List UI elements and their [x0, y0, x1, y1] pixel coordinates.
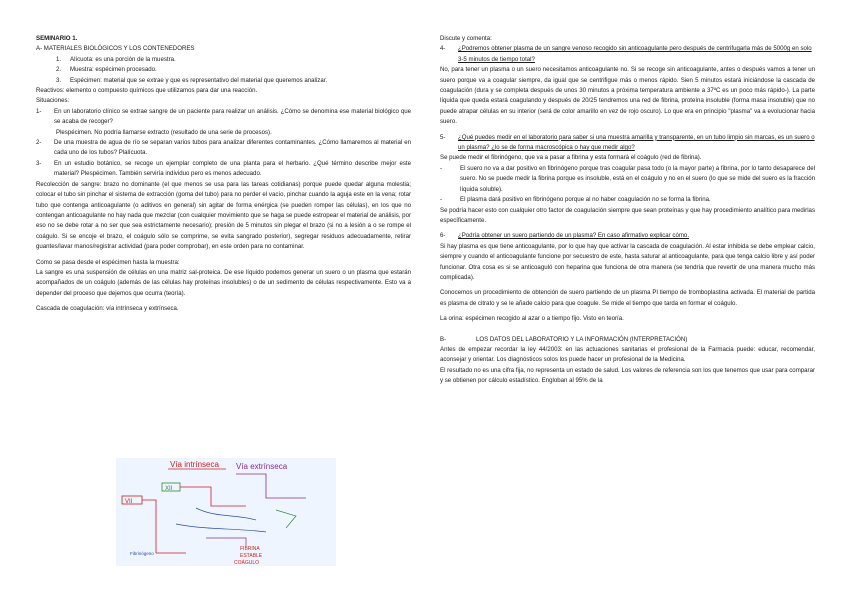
answer-5-item: - El plasma dará positivo en fibrinógeno porque al no haber coagulación no se forma la fibrina. [440, 196, 711, 204]
coagulation-cascade-figure [116, 458, 336, 566]
ley-paragraph: Antes de empezar recordar la ley 44/2003: en las actuaciones sanitarias el profesional de la Farmacia puede: educar, recomendar, aconsejar y orientar. Los diagnósticos solos los puede hacer un profesional de la Medicina. [440, 345, 815, 364]
cascada-caption: Cascada de coagulación: vía intrínseca y extrínseca. [36, 305, 179, 313]
definition-item: 1. Alícuota: es una porción de la muestra. [56, 55, 176, 63]
left-column [36, 0, 411, 315]
fibrinogeno-label: Fibrinógeno [130, 551, 154, 556]
answer-5-item: - El suero no va a dar positivo en fibrinógeno porque tras coagular pasa todo (o la mayor parte) a fibrina, por lo tanto desaparece del suero. No se puede medir la fibrina porque es insoluble, está en el coágulo y no en el suero (lo que se mide del suero es la fracción líquida soluble). [440, 164, 816, 193]
answer-5-extra: Se podría hacer esto con cualquier otro factor de coagulación siempre que sean proteínas y que hay procedimiento analítico para medirlas específicamente. [440, 206, 815, 224]
section-a-heading: A- MATERIALES BIOLÓGICOS Y LOS CONTENEDORES [36, 45, 195, 53]
coagulo-label: COÁGULO [234, 560, 260, 566]
estable-label: ESTABLE [240, 553, 263, 559]
via-extrinseca-label: Vía extrínseca [236, 462, 288, 471]
definition-item: 3. Espécimen: material que se extrae y que es representativo del material que queremos analizar. [56, 76, 328, 84]
fibrina-label: FIBRINA [240, 546, 260, 552]
answer-5-intro: Se puede medir el fibrinógeno, que va a pasar a fibrina y esta formará el coágulo (red de fibrina). [440, 154, 702, 162]
cascade-path [180, 487, 246, 506]
via-intrinseca-label: Vía intrínseca [170, 460, 219, 469]
cascade-diagram [116, 458, 336, 566]
cascade-path [142, 500, 186, 553]
answer-6: Si hay plasma es que tiene anticoagulante, por lo que hay que activar la cascada de coagulación. Al estar inhibida se debe emplear calcio, siempre y cuando el anticoagulante funcione por secuestro de este, hasta saturar al anticoagulante, para que tenga calcio libre y así poder funcionar. Otra cosa es si se anticoaguló con heparina que funciona de otra manera (se tendría que revertir de una manera mucho más complicada). [440, 242, 815, 281]
question-4: 4- ¿Podremos obtener plasma de un sangre venoso recogido sin anticoagulante pero después de centrifugarla más de 5000g en solo 3-5 minutos de tiempo total? [440, 45, 812, 63]
question-6: 6- ¿Podría obtener un suero partiendo de un plasma? En caso afirmativo explicar cómo. [440, 232, 690, 240]
situation-answer: Plespécimen. No podría llamarse extracto (resultado de una serie de procesos). [56, 128, 272, 136]
cascade-path [276, 510, 296, 528]
discute-heading: Discute y comenta: [440, 35, 492, 42]
cascade-path [196, 508, 256, 520]
cascade-path [236, 474, 306, 498]
orina-paragraph: La orina: espécimen recogido al azar o a tiempo fijo. Visto en teoría. [440, 315, 624, 323]
situation-item: 2- De una muestra de agua de río se separan varios tubos para analizar diferentes contaminantes. ¿Cómo llamaremos al material en cada uno de los tubos? Plalícuota. [36, 139, 411, 157]
seminar-title: SEMINARIO 1. [36, 35, 78, 42]
factor-xii-label: XII [165, 486, 173, 492]
sangre-paragraph: La sangre es una suspensión de células en una matriz sal-proteica. De ese líquido podemos generar un suero o un plasma que estarán acompañados de un coágulo (además de las células hay proteínas insolubles) o de un sedimento de células respectivamente. Esto va a depender del proceso que dejemos que ocurra (teoría). [36, 268, 411, 297]
right-column [440, 0, 815, 387]
factor-vii-label: VII [125, 499, 133, 505]
cascade-path [176, 524, 266, 532]
situation-item: 3- En un estudio botánico, se recoge un ejemplar completo de una planta para el herbario. ¿Qué término describe mejor este material? Plespécimen. También serviría individuo pero es menos adecuado. [36, 159, 411, 178]
cascade-path [206, 538, 246, 546]
conocemos-paragraph: Conocemos un procedimiento de obtención de suero partiendo de un plasma Pl tiempo de tromboplastina activada. El material de partida es plasma de citrato y se le añade calcio para que coagule. Se mide el tiempo que tarda en formar el coágulo. [440, 289, 815, 307]
resultado-paragraph: El resultado no es una cifra fija, no representa un estado de salud. Los valores de referencia son los que tenemos que usar para comparar y se obtienen por cálculo estadístico. Engloban al 95% de la [440, 366, 815, 385]
answer-4: No, para tener un plasma o un suero necesitamos anticoagulante no. Si se recoge sin anticoagulante, antes o después vamos a tener un suero porque va a coagular siempre, da igual que se centrifigue más o menos rápido. Sien 5 minutos estará iniciándose la cascada de coagulación (dura y se completa después de unos 30 minutos a próxima temperatura ambiente a 37ºC es un poco más rápido-). La parte líquida que queda estará coagulando y después de 20/25 tendremos una red de fibrina, proteína insoluble (forma masa insoluble) que no puede atrapar células en su interior (será de color amarillo en vez de rojo oscuro). Lo que era en principio "plasma" va a evolucionar hacia suero. [440, 66, 815, 126]
question-5: 5- ¿Qué puedes medir en el laboratorio para saber si una muestra amarilla y transparente, en un tubo limpio sin marcas, es un suero o un plasma? ¿lo se de forma macroscópica o hay que medir algo? [440, 133, 815, 152]
definition-item: 2. Muestra: espécimen procesado. [56, 66, 157, 74]
section-b-heading: B- LOS DATOS DEL LABORATORIO Y LA INFORMACIÓN (INTERPRETACIÓN) [440, 335, 688, 343]
recoleccion-paragraph: Recolección de sangre: brazo no dominante (el que menos se usa para las tareas cotidianas) porque puede quedar alguna molestia; colocar el tubo sin pinchar el sistema de extracción (goma del tubo) para no perder el vacío, pinchar cuando la aguja este en la vena; rotar tubo que contenga anticoagulante (o aditivos en general) sin agitar de forma enérgica (se pueden romper las células), en los que no contengan anticoagulante no hay nada que mezclar (con cualquier movimiento que se haga se puede estropear el material de análisis, por eso no se debe rotar a no ser que sea estrictamente necesario); presión de 5 minutos sin plegar el brazo (si no a lesión a o se rompe el coágulo. Si se encoje el brazo, el coágulo sólo se comprime, se evita sangrado posterior), segregar residuos adecuadamente, retirar guantes/lavar manos/registrar actividad (para poder comprobar), en este orden para no contaminar. [36, 180, 411, 251]
reactivos-text: Reactivos: elemento o compuesto químicos que utilizamos para dar una reacción. [36, 87, 258, 95]
situaciones-heading: Situaciones: [36, 97, 70, 105]
situation-item: 1- En un laboratorio clínico se extrae sangre de un paciente para realizar un análisis. ¿Cómo se denomina ese material biológico que se acaba de recoger? [36, 107, 411, 126]
como-se-pasa-heading: Como se pasa desde el espécimen hasta la muestra: [36, 258, 180, 266]
